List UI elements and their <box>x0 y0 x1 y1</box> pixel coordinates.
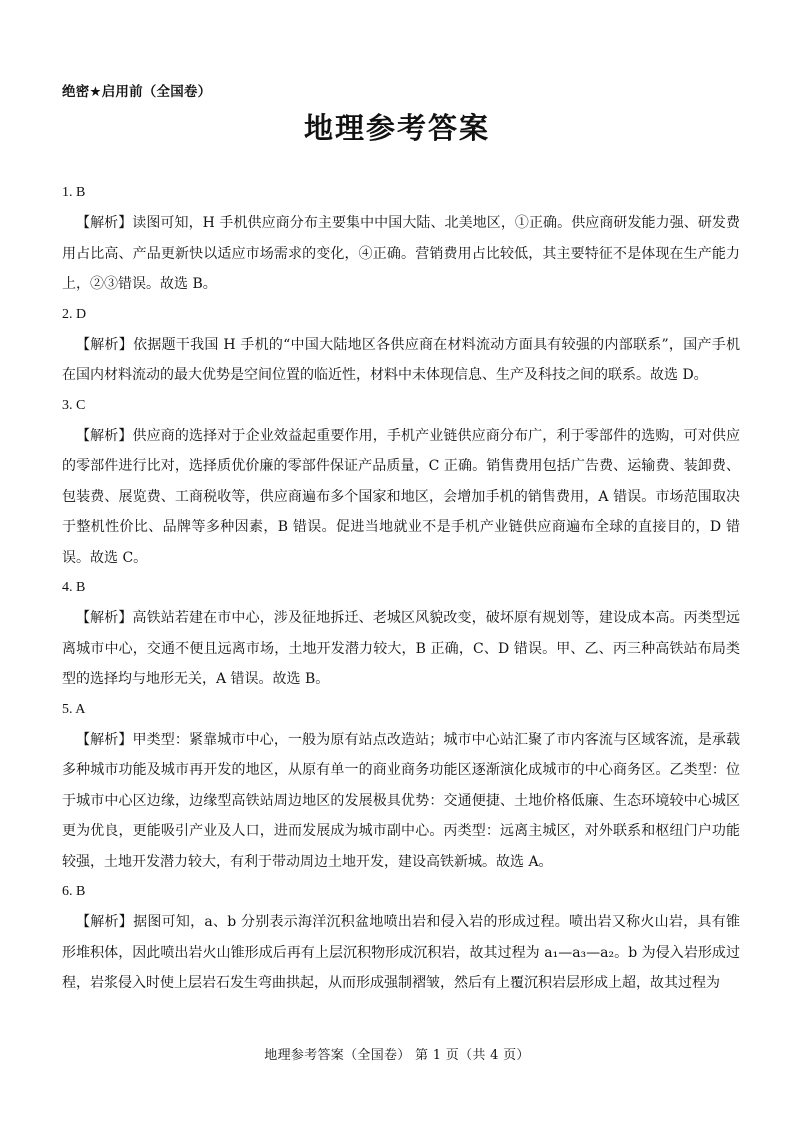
answer-item <box>62 877 740 999</box>
question-explanation: 【解析】读图可知，H 手机供应商分布主要集中中国大陆、北美地区，①正确。供应商研发能力强、研发费用占比高、产品更新快以适应市场需求的变化，④正确。营销费用占比较低，其主要特征不是体现在生产能力上，②③错误。故选 B。 <box>62 215 740 292</box>
question-number: 4. B <box>62 580 86 595</box>
answer-item <box>62 695 740 878</box>
page-title: 地理参考答案 <box>303 111 490 145</box>
question-number: 6. B <box>62 884 86 899</box>
answer-item <box>62 178 740 300</box>
question-number: 2. D <box>62 306 87 322</box>
question-number: 5. A <box>62 701 86 717</box>
question-number: 3. C <box>62 397 86 413</box>
answer-list <box>62 178 740 999</box>
question-explanation: 【解析】供应商的选择对于企业效益起重要作用，手机产业链供应商分布广，利于零部件的选购，可对供应的零部件进行比对，选择质优价廉的零部件保证产品质量，C 正确。销售费用包括广告费、运输费、装卸费、包装费、展览费、工商税收等，供应商遍布多个国家和地区，会增加手机的销售费用，A 错误。市场范围取决于整机性价比、品牌等多种因素，B 错误。促进当地就业不是手机产业链供应商遍布全球的直接目的，D 错误。故选 C。 <box>62 427 740 566</box>
confidential-label: 绝密★启用前（全国卷） <box>62 84 212 100</box>
question-explanation: 【解析】据图可知，a、b 分别表示海洋沉积盆地喷出岩和侵入岩的形成过程。喷出岩又称火山岩，具有锥形堆积体，因此喷出岩火山锥形成后再有上层沉积物形成沉积岩，故其过程为 a₁—a₃—a₂。b 为侵入岩形成过程，岩浆侵入时使上层岩石发生弯曲拱起，从而形成强制褶皱，然后有上覆沉积岩层形成上超，故其过程为 <box>62 914 740 991</box>
question-number: 1. B <box>62 185 86 200</box>
answer-item <box>62 300 740 391</box>
question-explanation: 【解析】甲类型：紧靠城市中心，一般为原有站点改造站；城市中心站汇聚了市内客流与区域客流，是承载多种城市功能及城市再开发的地区，从原有单一的商业商务功能区逐渐演化成城市的中心商务区。乙类型：位于城市中心区边缘，边缘型高铁站周边地区的发展极具优势：交通便捷、土地价格低廉、生态环境较中心城区更为优良，更能吸引产业及人口，进而发展成为城市副中心。丙类型：远离主城区，对外联系和枢纽门户功能较强，土地开发潜力较大，有利于带动周边土地开发，建设高铁新城。故选 A。 <box>62 731 740 870</box>
answer-item <box>62 391 740 574</box>
page-footer: 地理参考答案（全国卷） 第 1 页（共 4 页） <box>264 1048 530 1063</box>
answer-item <box>62 573 740 695</box>
question-explanation: 【解析】高铁站若建在市中心，涉及征地拆迁、老城区风貌改变，破坏原有规划等，建设成本高。丙类型远离城市中心，交通不便且远离市场，土地开发潜力较大，B 正确，C、D 错误。甲、乙、丙三种高铁站布局类型的选择均与地形无关，A 错误。故选 B。 <box>62 610 740 687</box>
question-explanation: 【解析】依据题干我国 H 手机的“中国大陆地区各供应商在材料流动方面具有较强的内部联系”，国产手机在国内材料流动的最大优势是空间位置的临近性，材料中未体现信息、生产及科技之间的联系。故选 D。 <box>62 336 740 383</box>
